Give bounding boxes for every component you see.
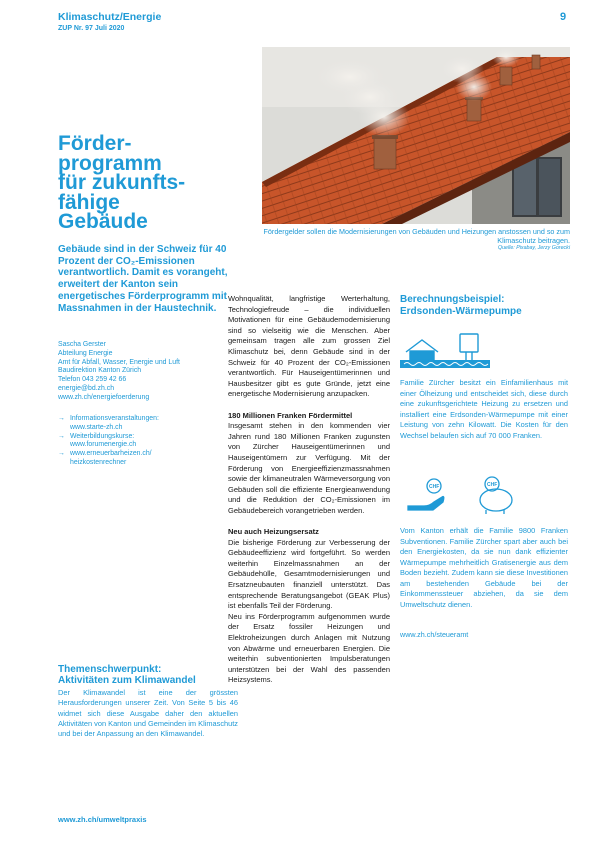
contact-web[interactable]: www.zh.ch/energiefoerderung	[58, 393, 150, 401]
body-paragraph: Neu ins Förderprogramm aufgenommen wurde der Ersatz fossiler Heizungen und Elektroheizungen durch Anlagen mit Nutzung von Abwärme und erneuerbaren Energien. Die weiterhin subventionierten Impulsberatungen unterstützen bei der Wahl des passenden Heizsystems.	[228, 611, 390, 685]
link-item[interactable]: → Weiterbildungskurse: www.forumenergie.ch	[58, 432, 137, 449]
headline-line: für zukunfts-	[58, 171, 186, 195]
coin-label: CHF	[429, 484, 440, 490]
headline-line: Gebäude	[58, 210, 148, 234]
page-number: 9	[560, 11, 567, 23]
arrow-right-icon: →	[58, 450, 65, 458]
contact-phone: Telefon 043 259 42 66	[58, 376, 127, 384]
arrow-right-icon: →	[58, 415, 65, 422]
subheading: Neu auch Heizungsersatz	[228, 527, 319, 537]
contact-directorate: Baudirektion Kanton Zürich	[58, 367, 142, 375]
article-body	[228, 294, 390, 686]
body-paragraph: Die bisherige Förderung zur Verbesserung der Gebäudeeffizienz wird fortgeführt. So werden weiterhin Einzelmassnahmen an der Gebäudehülle, Gesamtmodernisierungen und Ersatzneubauten finanziell unterstützt. Das entsprechende Beratungsangebot (GEAK Plus) ist ebenfalls Teil der Förderung.	[228, 537, 390, 611]
contact-dept: Abteilung Energie	[58, 349, 113, 357]
contact-email[interactable]: energie@bd.zh.ch	[58, 384, 115, 392]
issue-label: ZUP Nr. 97 Juli 2020	[58, 25, 125, 32]
theme-title: Themenschwerpunkt: Aktivitäten zum Klimawandel	[58, 664, 196, 686]
link-list	[58, 415, 238, 468]
article-lead: Gebäude sind in der Schweiz für 40 Prozent der CO₂-Emissionen verantwortlich. Damit es vorangeht, erweitert der Kanton sein energetisches Förderprogramm mit Massnahmen in der Haustechnik.	[58, 244, 228, 314]
contact-office: Amt für Abfall, Wasser, Energie und Luft	[58, 358, 180, 366]
link-item[interactable]: → www.erneuerbarheizen.ch/ heizkostenrechner	[58, 450, 152, 466]
headline-line: programm	[58, 151, 162, 175]
article-headline	[58, 134, 258, 232]
photo-credit: Quelle: Pixabay, Jerzy Gorecki	[497, 245, 570, 251]
photo-caption: Fördergelder sollen die Modernisierungen von Gebäuden und Heizungen anstossen und so zum Klimaschutz beitragen.	[263, 227, 570, 246]
section-title: Klimaschutz/Energie	[58, 11, 162, 23]
footer-url[interactable]: www.zh.ch/umweltpraxis	[58, 815, 147, 824]
contact-name: Sascha Gerster	[58, 341, 106, 348]
subsidy-hand-piggybank-icon	[400, 476, 550, 516]
steueramt-link[interactable]: www.zh.ch/steueramt	[400, 630, 469, 639]
theme-body: Der Klimawandel ist eine der grössten Herausforderungen unserer Zeit. Von Seite 5 bis 46 widmet sich diese Ausgabe daher den aktuellen Aktivitäten von Kanton und Gemeinden im Klimaschutz und bei der Anpassung an den Klimawandel.	[58, 688, 238, 739]
body-paragraph: Insgesamt stehen in den kommenden vier Jahren rund 180 Millionen Franken zugunsten von Zürcher Hauseigentümerinnen und Hauseigentümern zur Verfügung. Mit der Förderung von Energieeffizienzmassnahmen sowie der klimaneutralen Wärmeversorgung von Gebäuden soll die effiziente Energieanwendung und die Reduktion der CO₂-Emissionen im Gebäudebereich vorangetrieben werden.	[228, 421, 390, 515]
heat-pump-house-icon	[400, 332, 500, 368]
example-para-1: Familie Zürcher besitzt ein Einfamilienhaus mit einer Ölheizung und entscheidet sich, diese durch eine zukunftsgerichtete Heizung zu ersetzen und installiert eine Erdsonden-Wärmepumpe mit einer Leistung von zehn Kilowatt. Die Kosten für den Wechsel belaufen sich auf 70 000 Franken.	[400, 378, 568, 440]
link-item[interactable]: → Informationsveranstaltungen: www.starte-zh.ch	[58, 415, 159, 431]
arrow-right-icon: →	[58, 432, 65, 440]
subheading: 180 Millionen Franken Fördermittel	[228, 410, 353, 420]
headline-line: Förder-	[58, 132, 132, 155]
headline-line: fähige	[58, 190, 120, 214]
example-para-2: Vom Kanton erhält die Familie 9800 Franken Subventionen. Familie Zürcher spart aber auch bei den Energiekosten, da sie nun dank effizienter Wärmepumpe mehrheitlich Gratisenergie aus dem Boden bezieht. Zudem kann sie diese Investitionen am bestehenden Gebäude bei der Einkommenssteuer abziehen, da sie dem Umweltschutz dienen.	[400, 526, 568, 609]
roof-photo	[262, 47, 570, 224]
body-intro: Wohnqualität, langfristige Werterhaltung, Technologiefreude – die individuellen Motivationen für eine Gebäudemodernisierung sind so vielseitig wie die Menschen. Aber gemeinsam tragen alle zum grossen Ziel Klimaschutz bei, denn Gebäude sind in der Schweiz für 40 Prozent der CO₂-Emissionen verantwortlich. Für Hauseigentümerinnen und Hausbesitzer gibt es gute Gründe, jetzt eine energetische Modernisierung anzupacken.	[228, 294, 390, 399]
contact-block	[58, 341, 238, 403]
example-title: Berechnungsbeispiel: Erdsonden-Wärmepumpe	[400, 294, 522, 317]
coin-label: CHF	[487, 482, 498, 488]
